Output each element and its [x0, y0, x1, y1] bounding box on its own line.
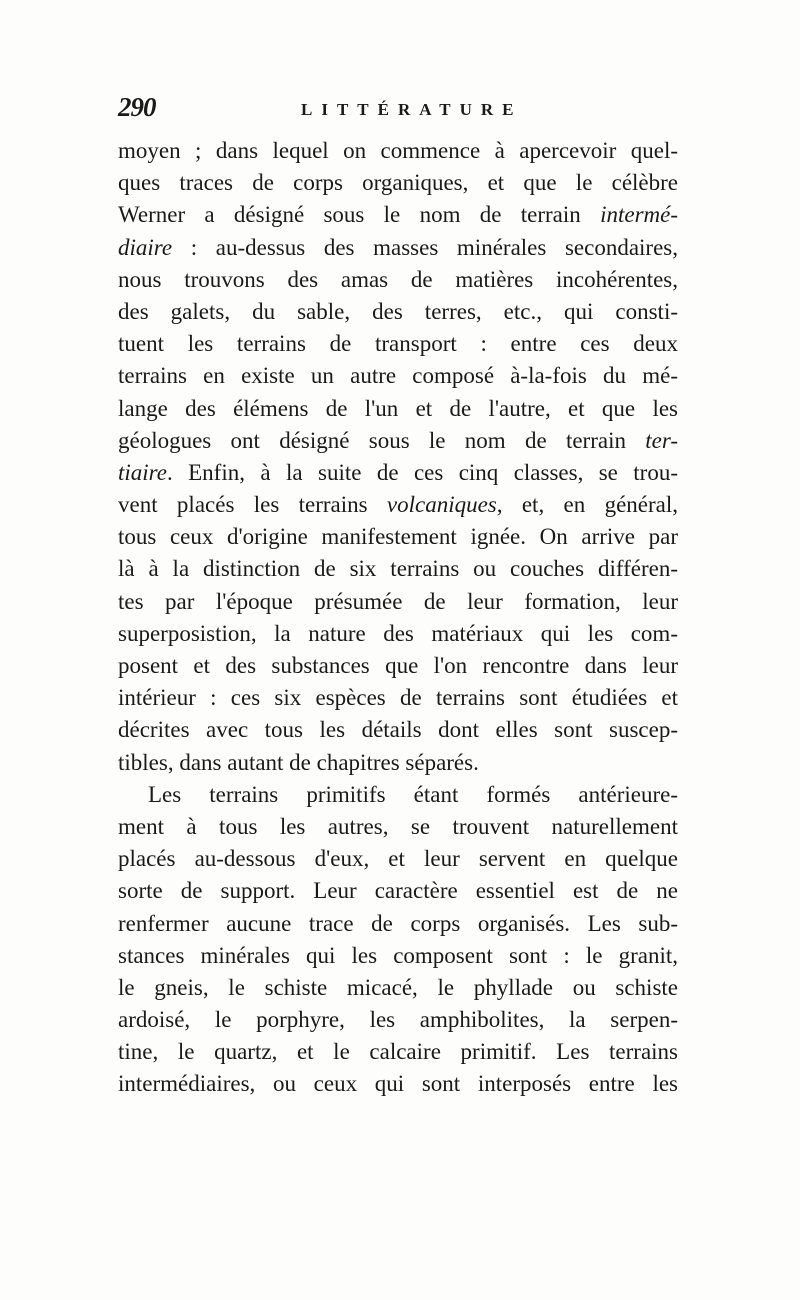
text-line: tiaire. Enfin, à la suite de ces cinq classes, se trou-	[118, 459, 678, 485]
text-line: lange des élémens de l'un et de l'autre, et que les	[118, 395, 678, 421]
text-line: là à la distinction de six terrains ou couches différen-	[118, 556, 678, 582]
paragraph-last-line: tibles, dans autant de chapitres séparés.	[118, 749, 479, 775]
text-line: tes par l'époque présumée de leur formation, leur	[118, 588, 678, 614]
text-line: Werner a désigné sous le nom de terrain intermé-	[118, 202, 678, 228]
paragraph-first-line: Les terrains primitifs étant formés antérieure-	[148, 781, 678, 807]
text-line: décrites avec tous les détails dont elles sont suscep-	[118, 717, 678, 743]
page-number: 290	[118, 92, 156, 122]
text-line: renfermer aucune trace de corps organisés. Les sub-	[118, 910, 678, 936]
text-line: ques traces de corps organiques, et que le célèbre	[118, 170, 678, 196]
text-line: sorte de support. Leur caractère essentiel est de ne	[118, 878, 678, 904]
text-line: des galets, du sable, des terres, etc., qui consti-	[118, 298, 678, 324]
text-line: diaire : au-dessus des masses minérales secondaires,	[118, 234, 678, 260]
text-line: le gneis, le schiste micacé, le phyllade ou schiste	[118, 974, 678, 1000]
text-line: nous trouvons des amas de matières incohérentes,	[118, 266, 678, 292]
text-line: superposistion, la nature des matériaux qui les com-	[118, 620, 678, 646]
text-line: stances minérales qui les composent sont : le granit,	[118, 942, 678, 968]
text-line: ardoisé, le porphyre, les amphibolites, la serpen-	[118, 1007, 678, 1033]
page-header	[118, 92, 688, 128]
body-text	[118, 135, 678, 1101]
text-line: moyen ; dans lequel on commence à apercevoir quel-	[118, 138, 678, 163]
text-line: vent placés les terrains volcaniques, et, en général,	[118, 492, 678, 518]
text-line: tuent les terrains de transport : entre ces deux	[118, 331, 678, 357]
text-line: intérieur : ces six espèces de terrains sont étudiées et	[118, 685, 678, 711]
text-line: placés au-dessous d'eux, et leur servent en quelque	[118, 846, 678, 872]
text-line: intermédiaires, ou ceux qui sont interposés entre les	[118, 1071, 678, 1097]
text-line: tine, le quartz, et le calcaire primitif. Les terrains	[118, 1039, 678, 1065]
text-line: géologues ont désigné sous le nom de terrain ter-	[118, 427, 678, 453]
text-line: posent et des substances que l'on rencontre dans leur	[118, 653, 678, 678]
text-line: ment à tous les autres, se trouvent naturellement	[118, 813, 678, 839]
running-head: LITTÉRATURE	[301, 100, 523, 119]
text-line: terrains en existe un autre composé à-la-fois du mé-	[118, 363, 678, 389]
text-line: tous ceux d'origine manifestement ignée. On arrive par	[118, 524, 678, 550]
